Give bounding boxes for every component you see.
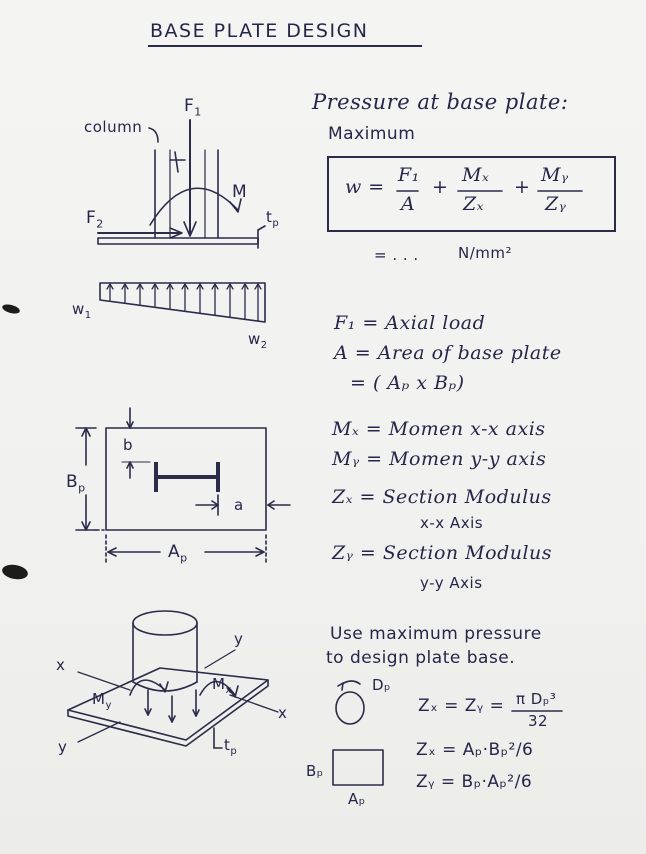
f1-label: $F_1$ [184, 96, 202, 119]
formula-mx-numerator: Mₓ [462, 164, 490, 186]
formula-mx-denominator: Zₓ [463, 193, 484, 215]
formula-f1-numerator: F₁ [398, 164, 420, 186]
page-title: BASE PLATE DESIGN [150, 20, 369, 42]
moment-label: M [232, 182, 248, 202]
formula-plus-2: + [514, 176, 531, 198]
definition-my: Mᵧ = Momen y-y axis [332, 448, 547, 470]
circle-modulus-numerator: π Dₚ³ [516, 690, 557, 708]
rect-zy-formula: Zᵧ = Bₚ·Aₚ²/6 [416, 772, 533, 792]
circle-modulus-denominator: 32 [528, 712, 549, 730]
ap-dimension-label: $A_p$ [168, 542, 188, 565]
formula-result: = . . . [374, 246, 419, 264]
b-dimension-label: b [123, 436, 134, 454]
bp-dimension-label: $B_p$ [66, 472, 86, 495]
column-label: column [84, 118, 143, 136]
x-axis-left-label: x [56, 656, 66, 674]
definition-f1: F₁ = Axial load [334, 312, 486, 334]
definition-zx: Zₓ = Section Modulus [332, 486, 552, 508]
section-shapes [333, 681, 383, 785]
definition-area: A = Area of base plate [334, 342, 562, 364]
formula-my-numerator: Mᵧ [541, 164, 569, 186]
definition-area-formula: = ( Aₚ x Bₚ) [350, 372, 465, 394]
formula-plus-1: + [432, 176, 449, 198]
w1-label: $w_1$ [72, 300, 92, 321]
mx-label: $M_x$ [212, 675, 232, 696]
pressure-heading: Pressure at base plate: [312, 90, 569, 114]
dp-label: Dₚ [372, 676, 391, 694]
rect-ap-label: Aₚ [348, 790, 366, 808]
definition-zx-axis: x-x Axis [420, 514, 484, 532]
formula-lhs: w = [345, 176, 385, 198]
definition-zy-axis: y-y Axis [420, 574, 483, 592]
formula-f1-denominator: A [401, 193, 416, 215]
rect-zx-formula: Zₓ = Aₚ·Bₚ²/6 [416, 740, 534, 760]
pressure-subheading: Maximum [328, 124, 416, 144]
tp-label-top: $t_p$ [266, 208, 280, 229]
column-load-sketch [98, 120, 265, 322]
formula-my-denominator: Zᵧ [545, 193, 567, 215]
definition-zy: Zᵧ = Section Modulus [332, 542, 553, 564]
my-label: $M_y$ [92, 690, 112, 711]
a-dimension-label: a [234, 496, 244, 514]
note-line-2: to design plate base. [326, 648, 516, 668]
x-axis-right-label: x [278, 704, 288, 722]
y-axis-bottom-label: y [58, 738, 68, 756]
tp-label-bottom: $t_p$ [224, 736, 238, 757]
definition-mx: Mₓ = Momen x-x axis [332, 418, 546, 440]
w2-label: $w_2$ [248, 330, 268, 351]
y-axis-top-label: y [234, 630, 244, 648]
circle-modulus-formula: Zₓ = Zᵧ = [418, 696, 505, 716]
f2-label: $F_2$ [86, 208, 104, 231]
note-line-1: Use maximum pressure [330, 624, 542, 644]
formula-units: N/mm² [458, 244, 513, 262]
rect-bp-label: Bₚ [306, 762, 324, 780]
isometric-sketch [68, 611, 278, 748]
